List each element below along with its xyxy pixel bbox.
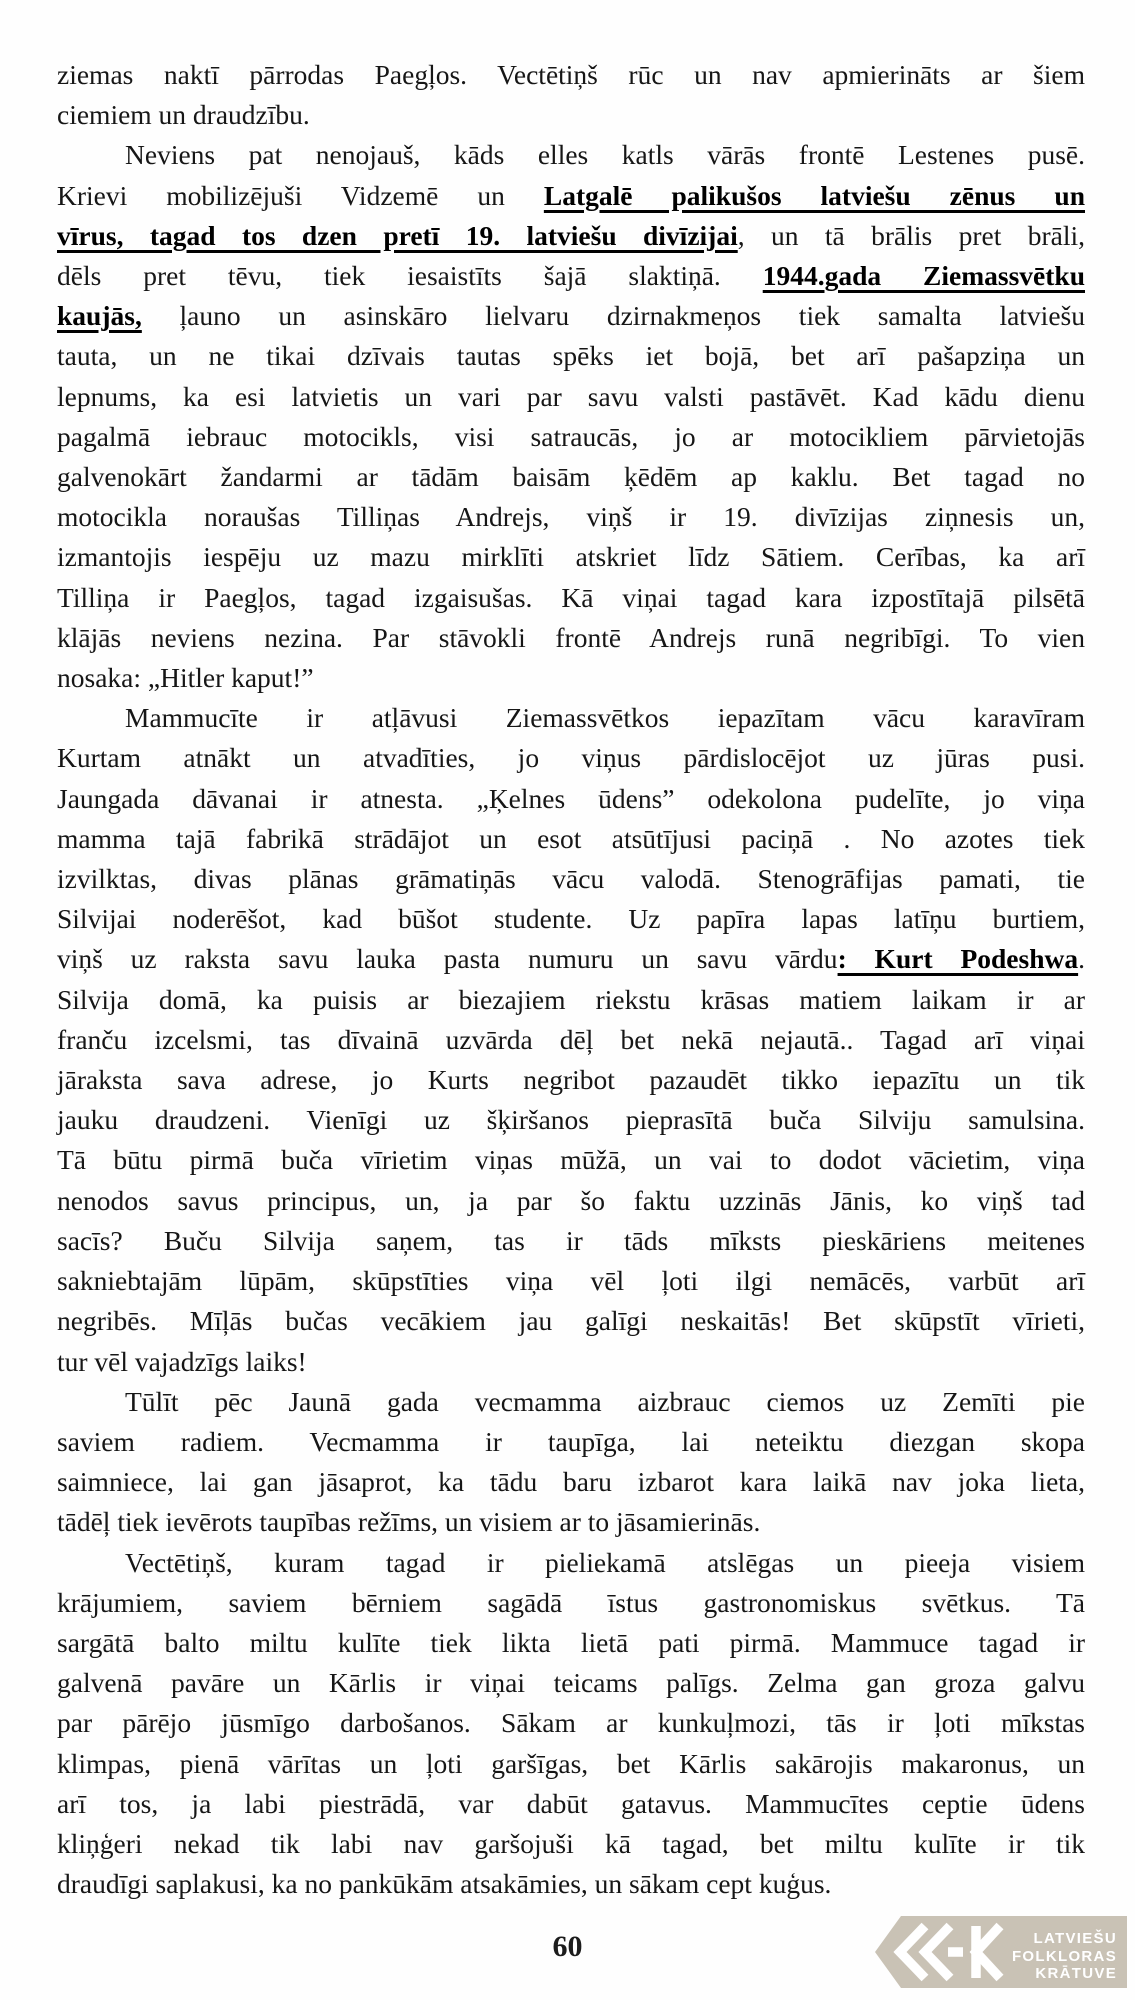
body-text-run: draudīgi saplakusi, ka no pankūkām atsakāmies, un sākam cept kuģus.: [57, 1868, 832, 1900]
body-text-run: viņš uz raksta savu lauka pasta numuru un savu vārdu: [57, 943, 838, 975]
text-line: [57, 256, 1085, 296]
text-line: [57, 1824, 1085, 1864]
text-line: [57, 1301, 1085, 1341]
text-line: [57, 1140, 1085, 1180]
logo-line-2: FOLKLORAS: [1011, 1947, 1117, 1965]
lfk-logo: [855, 1916, 1127, 1988]
body-text-run: ziemas naktī pārrodas Paegļos. Vectētiņš rūc un nav apmierināts ar šiem: [57, 59, 1085, 90]
text-line: [57, 980, 1085, 1020]
body-text-run: Tilliņa ir Paegļos, tagad izgaisušas. Kā viņai tagad kara izpostītajā pilsētā: [57, 581, 1085, 613]
text-line: [57, 698, 1085, 738]
body-text-run: Kurtam atnākt un atvadīties, jo viņus pārdislocējot uz jūras pusi.: [57, 742, 1085, 774]
body-text-run: , un tā brālis pret brāli,: [737, 219, 1085, 251]
text-line: [57, 1703, 1085, 1743]
text-line: [57, 1462, 1085, 1502]
text-line: [57, 1663, 1085, 1703]
text-line: [57, 55, 1085, 95]
body-text-run: franču izcelsmi, tas dīvainā uzvārda dēļ bet nekā nejautā.. Tagad arī viņai: [57, 1023, 1085, 1055]
text-line: [57, 377, 1085, 417]
body-text-run: tur vēl vajadzīgs laiks!: [57, 1345, 307, 1377]
emphasized-text-run: vīrus, tagad tos dzen pretī 19. latviešu divīzijai: [57, 219, 738, 251]
body-text-run: ļauno un asinskāro lielvaru dzirnakmeņos tiek samalta latviešu: [141, 300, 1085, 332]
text-line: [57, 658, 1085, 698]
text-line: [57, 1181, 1085, 1221]
text-line: [57, 1342, 1085, 1382]
text-line: [57, 1744, 1085, 1784]
body-text-run: sacīs? Buču Silvija saņem, tas ir tāds mīksts pieskāriens meitenes: [57, 1224, 1085, 1256]
body-text-run: .: [1078, 943, 1085, 975]
logo-line-3: KRĀTUVE: [1035, 1965, 1117, 1982]
body-text-run: arī tos, ja labi piestrādā, var dabūt gatavus. Mammucītes ceptie ūdens: [57, 1787, 1085, 1819]
text-line: [57, 1784, 1085, 1824]
text-line: [57, 457, 1085, 497]
body-text-run: nosaka: „Hitler kaput!”: [57, 662, 314, 694]
text-line: [57, 95, 1085, 135]
text-line: [57, 618, 1085, 658]
text-line: [57, 1261, 1085, 1301]
text-line: [57, 1543, 1085, 1583]
body-text-run: jauku draudzeni. Vienīgi uz šķiršanos pieprasītā buča Silviju samulsina.: [57, 1104, 1085, 1136]
text-line: [57, 1221, 1085, 1261]
logo-org-name: [1012, 1930, 1117, 1983]
logo-line-1: LATVIEŠU: [1033, 1930, 1117, 1947]
text-line: [57, 1060, 1085, 1100]
body-text-run: galvenokārt žandarmi ar tādām baisām ķēdēm ap kaklu. Bet tagad no: [57, 461, 1085, 493]
body-text-run: ciemiem un draudzību.: [57, 99, 310, 131]
body-text-run: izvilktas, divas plānas grāmatiņās vācu valodā. Stenogrāfijas pamati, tie: [57, 863, 1085, 895]
body-text-run: sargātā balto miltu kulīte tiek likta lietā pati pirmā. Mammuce tagad ir: [57, 1626, 1085, 1658]
text-line: [57, 1020, 1085, 1060]
body-text-run: Silvija domā, ka puisis ar biezajiem riekstu krāsas matiem laikam ir ar: [57, 983, 1085, 1015]
text-line: [57, 336, 1085, 376]
body-text-run: jāraksta sava adrese, jo Kurts negribot pazaudēt tikko iepazītu un tik: [57, 1064, 1085, 1096]
text-line: [57, 1382, 1085, 1422]
text-line: [57, 537, 1085, 577]
body-text-run: lepnums, ka esi latvietis un vari par savu valsti pastāvēt. Kad kādu dienu: [57, 380, 1085, 412]
text-line: [57, 899, 1085, 939]
body-text-run: Krievi mobilizējuši Vidzemē un: [57, 179, 544, 211]
text-line: [57, 1100, 1085, 1140]
text-line: [57, 216, 1085, 256]
text-line: [57, 1422, 1085, 1462]
body-text-run: sakniebtajām lūpām, skūpstīties viņa vēl ļoti ilgi nemācēs, varbūt arī: [57, 1265, 1085, 1297]
text-line: [57, 859, 1085, 899]
body-text-run: tādēļ tiek ievērots taupības režīms, un visiem ar to jāsamierinās.: [57, 1506, 761, 1538]
text-line: [57, 296, 1085, 336]
text-line: [57, 578, 1085, 618]
body-text-run: tauta, un ne tikai dzīvais tautas spēks iet bojā, bet arī pašapziņa un: [57, 340, 1085, 372]
body-text-run: izmantojis iespēju uz mazu mirklīti atskriet līdz Sātiem. Cerības, ka arī: [57, 541, 1085, 573]
text-line: [57, 819, 1085, 859]
emphasized-text-run: Latgalē palikušos latviešu zēnus un: [543, 179, 1085, 211]
body-text-block: [57, 55, 1085, 1904]
body-text-run: klimpas, pienā vārītas un ļoti garšīgas, bet Kārlis sakārojis makaronus, un: [57, 1747, 1085, 1779]
text-line: [57, 779, 1085, 819]
body-text-run: Jaungada dāvanai ir atnesta. „Ķelnes ūdens” odekolona pudelīte, jo viņa: [57, 782, 1085, 814]
body-text-run: Vectētiņš, kuram tagad ir pieliekamā atslēgas un pieeja visiem: [125, 1546, 1085, 1578]
text-line: [57, 497, 1085, 537]
body-text-run: par pārējo jūsmīgo darbošanos. Sākam ar kunkuļmozi, tās ir ļoti mīkstas: [57, 1707, 1085, 1739]
body-text-run: klājās neviens nezina. Par stāvokli frontē Andrejs runā negribīgi. To vien: [57, 621, 1085, 653]
text-line: [57, 1583, 1085, 1623]
body-text-run: Tā būtu pirmā buča vīrietim viņas mūžā, un vai to dodot vācietim, viņa: [57, 1144, 1085, 1176]
emphasized-text-run: 1944.gada Ziemassvētku: [762, 260, 1085, 292]
body-text-run: dēls pret tēvu, tiek iesaistīts šajā slaktiņā.: [57, 260, 763, 292]
body-text-run: saviem radiem. Vecmamma ir taupīga, lai neteiktu diezgan skopa: [57, 1425, 1085, 1457]
body-text-run: negribēs. Mīļās bučas vecākiem jau galīgi neskaitās! Bet skūpstīt vīrieti,: [57, 1305, 1085, 1337]
text-line: [57, 176, 1085, 216]
body-text-run: kliņģeri nekad tik labi nav garšojuši kā tagad, bet miltu kulīte ir tik: [57, 1827, 1085, 1859]
body-text-run: Silvijai noderēšot, kad būšot studente. Uz papīra lapas latīņu burtiem,: [57, 903, 1085, 935]
body-text-run: galvenā pavāre un Kārlis ir viņai teicams palīgs. Zelma gan groza galvu: [57, 1667, 1085, 1699]
body-text-run: krājumiem, saviem bērniem sagādā īstus gastronomiskus svētkus. Tā: [57, 1586, 1085, 1618]
text-line: [57, 939, 1085, 979]
body-text-run: nenodos savus principus, un, ja par šo faktu uzzinās Jānis, ko viņš tad: [57, 1184, 1085, 1216]
text-line: [57, 417, 1085, 457]
emphasized-text-run: : Kurt Podeshwa: [837, 943, 1079, 975]
text-line: [57, 135, 1085, 175]
body-text-run: pagalmā iebrauc motocikls, visi satraucās, jo ar motocikliem pārvietojās: [57, 420, 1085, 452]
emphasized-text-run: kaujās,: [57, 300, 142, 332]
page-number: 60: [552, 1930, 583, 1963]
body-text-run: saimniece, lai gan jāsaprot, ka tādu baru izbarot kara laikā nav joka lieta,: [57, 1466, 1085, 1498]
text-line: [57, 738, 1085, 778]
body-text-run: Mammucīte ir atļāvusi Ziemassvētkos iepazītam vācu karavīram: [125, 702, 1085, 734]
body-text-run: Tūlīt pēc Jaunā gada vecmamma aizbrauc ciemos uz Zemīti pie: [125, 1385, 1085, 1417]
body-text-run: Neviens pat nenojauš, kāds elles katls vārās frontē Lestenes pusē.: [125, 139, 1085, 171]
body-text-run: mamma tajā fabrikā strādājot un esot atsūtījusi paciņā . No azotes tiek: [57, 822, 1085, 854]
text-line: [57, 1502, 1085, 1542]
text-line: [57, 1623, 1085, 1663]
body-text-run: motocikla noraušas Tilliņas Andrejs, viņš ir 19. divīzijas ziņnesis un,: [57, 501, 1085, 533]
text-line: [57, 1864, 1085, 1904]
